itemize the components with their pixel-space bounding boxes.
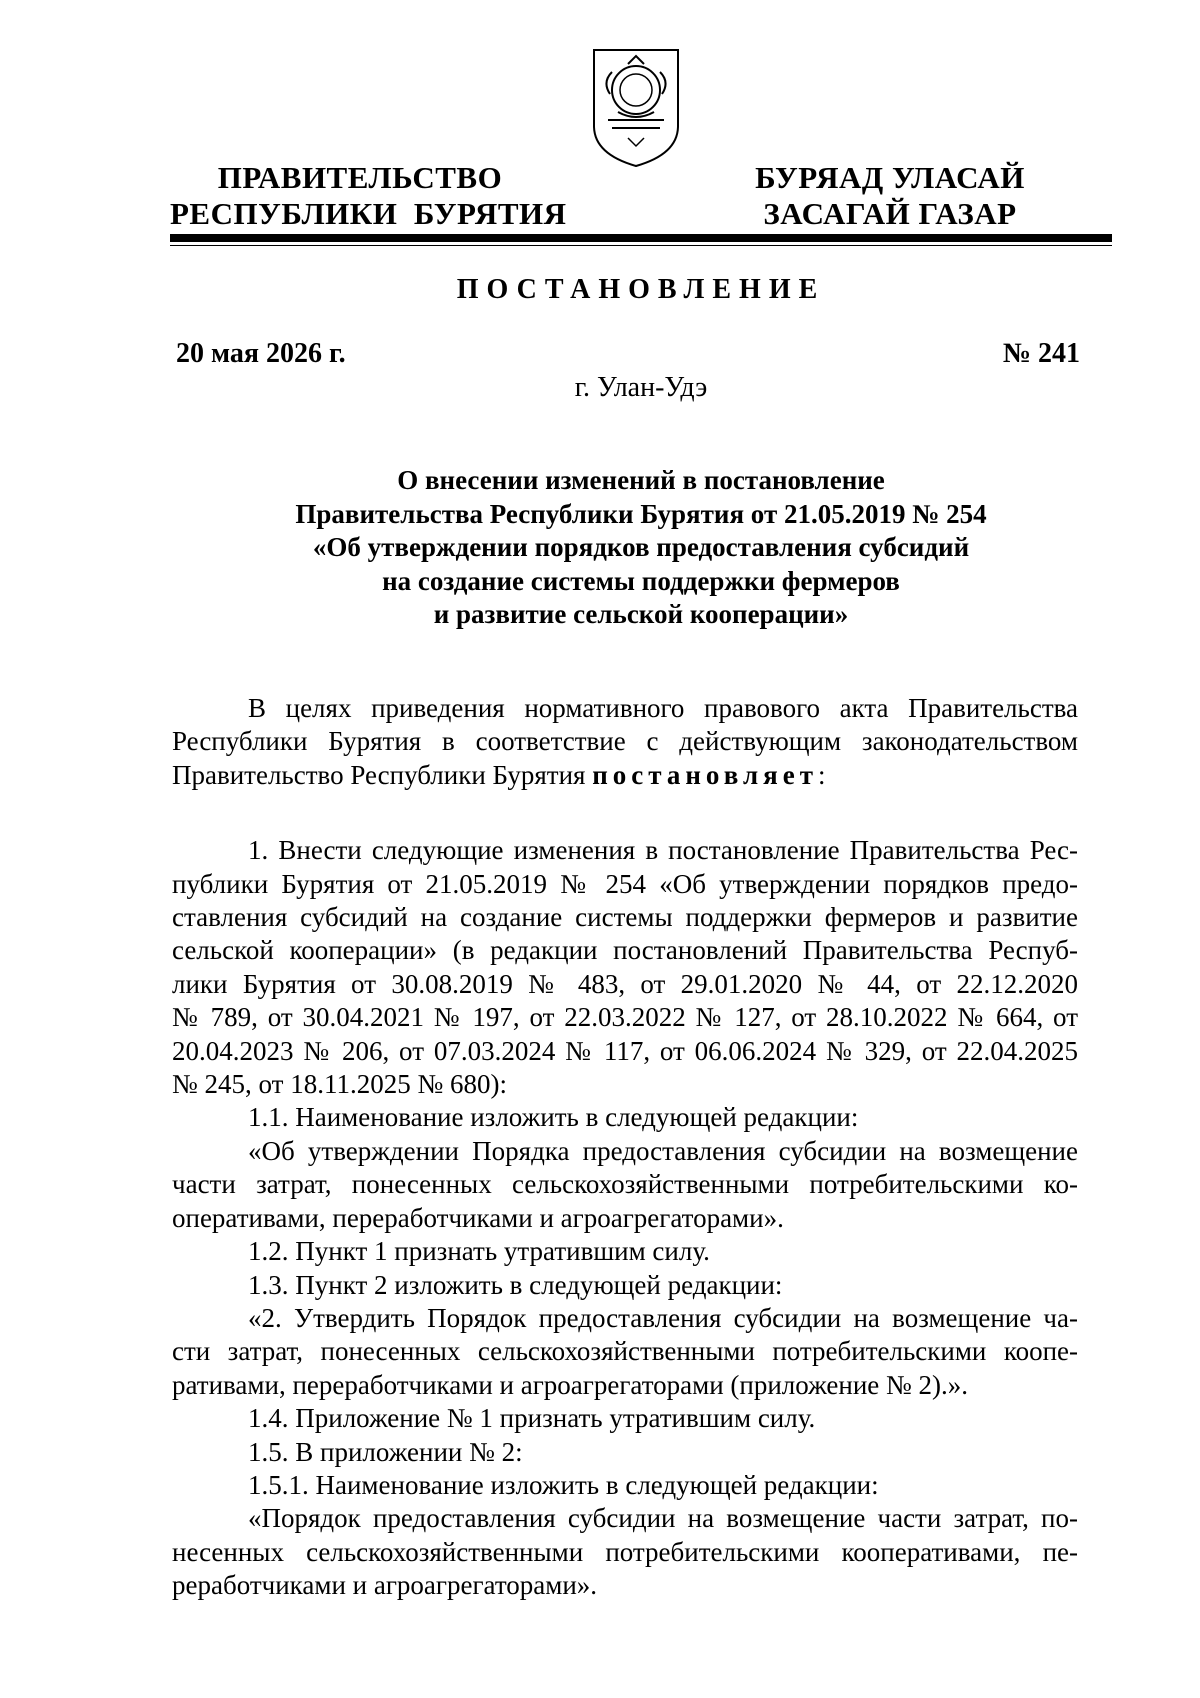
- title-line: на создание системы поддержки фермеров: [382, 565, 900, 596]
- item-1-5-1: 1.5.1. Наименование изложить в следующей редакции:: [248, 1469, 879, 1500]
- document-title: [170, 464, 1112, 632]
- preamble-line: Республики Бурятия в соответствие с действующим законодательством: [172, 726, 1078, 757]
- document-city: г. Улан-Удэ: [574, 372, 708, 403]
- title-line: О внесении изменений в постановление: [397, 465, 885, 495]
- title-line: и развитие сельской кооперации»: [433, 599, 849, 629]
- item-1-3-text-line: ративами, переработчиками и агроагрегаторами (приложение № 2).».: [172, 1369, 969, 1400]
- item-1-line: 1. Внести следующие изменения в постановление Правительства Рес-: [248, 835, 1078, 866]
- document-body: [172, 692, 1078, 1603]
- item-1-line: сельской кооперации» (в редакции постановлений Правительства Респуб-: [172, 935, 1078, 966]
- item-1-2: 1.2. Пункт 1 признать утратившим силу.: [248, 1236, 710, 1267]
- item-1-5: 1.5. В приложении № 2:: [248, 1436, 523, 1467]
- item-1-1: 1.1. Наименование изложить в следующей редакции:: [248, 1102, 859, 1133]
- item-1-line: 20.04.2023 № 206, от 07.03.2024 № 117, от 06.06.2024 № 329, от 22.04.2025: [172, 1035, 1078, 1066]
- coat-of-arms-icon: [588, 42, 684, 170]
- issuer-buryat-line-2: ЗАСАГАЙ ГАЗАР: [763, 196, 1017, 231]
- document-number: № 241: [1002, 338, 1080, 369]
- item-1-line: ставления субсидий на создание системы поддержки фермеров и развитие: [172, 902, 1078, 933]
- header-divider-thick: [170, 234, 1112, 242]
- issuer-buryat-line-1: БУРЯАД УЛАСАЙ: [755, 160, 1025, 195]
- item-1-line: лики Бурятия от 30.08.2019 № 483, от 29.01.2020 № 44, от 22.12.2020: [172, 968, 1078, 999]
- item-1-1-text-line: «Об утверждении Порядка предоставления субсидии на возмещение: [248, 1135, 1078, 1166]
- header-divider-thin: [170, 245, 1112, 246]
- item-1-4: 1.4. Приложение № 1 признать утратившим силу.: [248, 1403, 816, 1434]
- item-1-3-text-line: сти затрат, понесенных сельскохозяйственными потребительскими коопе-: [172, 1336, 1078, 1367]
- item-1-3-text-line: «2. Утвердить Порядок предоставления субсидии на возмещение ча-: [248, 1302, 1078, 1333]
- item-1-line: № 245, от 18.11.2025 № 680):: [172, 1069, 507, 1100]
- preamble-line-last: [172, 759, 1078, 792]
- preamble-line: В целях приведения нормативного правового акта Правительства: [248, 693, 1078, 723]
- issuer-line-1: ПРАВИТЕЛЬСТВО: [217, 160, 503, 195]
- item-1-5-1-text-line: «Порядок предоставления субсидии на возмещение части затрат, по-: [248, 1503, 1078, 1534]
- title-line: Правительства Республики Бурятия от 21.05.2019 № 254: [295, 498, 987, 529]
- title-line: «Об утверждении порядков предоставления субсидий: [312, 532, 970, 562]
- item-1-3: 1.3. Пункт 2 изложить в следующей редакции:: [248, 1269, 783, 1300]
- issuer-name-russian: [170, 160, 567, 232]
- item-1-5-1-text-line: несенных сельскохозяйственными потребительскими кооперативами, пе-: [172, 1536, 1078, 1567]
- preamble-prefix: Правительство Республики Бурятия: [172, 759, 593, 790]
- enacting-word: постановляет: [592, 759, 818, 790]
- issuer-name-buryat: [740, 160, 1040, 232]
- document-type: ПОСТАНОВЛЕНИЕ: [456, 274, 826, 305]
- item-1-line: публики Бурятия от 21.05.2019 № 254 «Об утверждении порядков предо-: [172, 868, 1078, 899]
- item-1-line: № 789, от 30.04.2021 № 197, от 22.03.2022 № 127, от 28.10.2022 № 664, от: [172, 1002, 1078, 1033]
- item-1-1-text-line: оперативами, переработчиками и агроагрегаторами».: [172, 1202, 784, 1233]
- issuer-line-2: РЕСПУБЛИКИ БУРЯТИЯ: [170, 196, 567, 231]
- item-1-1-text-line: части затрат, понесенных сельскохозяйственными потребительскими ко-: [172, 1169, 1078, 1200]
- document-date: 20 мая 2026 г.: [176, 338, 346, 369]
- preamble-suffix: :: [817, 759, 826, 790]
- item-1-5-1-text-line: реработчиками и агроагрегаторами».: [172, 1570, 598, 1601]
